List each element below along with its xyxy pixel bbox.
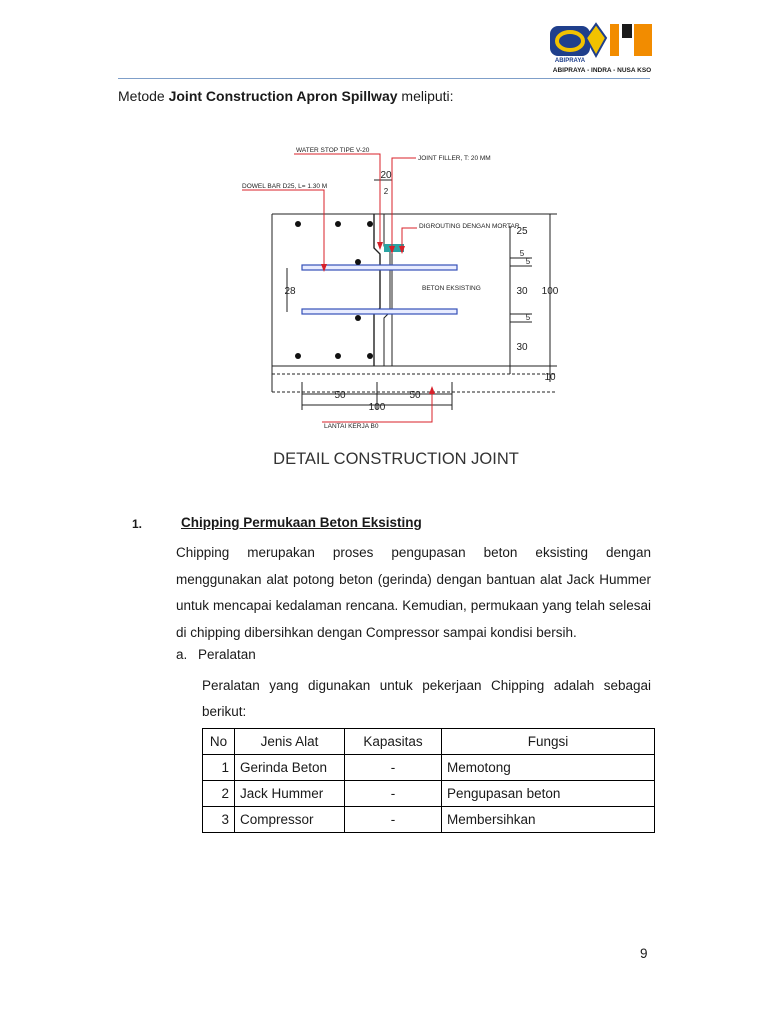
cell-fungsi: Memotong bbox=[442, 755, 655, 781]
cell-kapasitas: - bbox=[345, 807, 442, 833]
rebar-dot bbox=[355, 259, 361, 265]
section-number: 1. bbox=[132, 517, 143, 531]
cell-fungsi: Membersihkan bbox=[442, 807, 655, 833]
callout-grouting bbox=[402, 228, 417, 246]
logo-text: ABIPRAYA bbox=[554, 58, 586, 64]
section-paragraph: Chipping merupakan proses pengupasan beton eksisting dengan menggunakan alat potong beton (gerinda) dengan bantuan alat Jack Hummer untuk mencapai kedalaman rencana. Kemudian, permukaan yang telah selesai di chipping dibersihkan dengan Compressor sampai kondisi bersih. bbox=[176, 545, 651, 640]
rebar-dot bbox=[335, 221, 341, 227]
dim-top-small: 2 bbox=[383, 187, 389, 196]
dim-50b: 50 bbox=[409, 390, 421, 401]
construction-joint-drawing bbox=[232, 142, 572, 472]
cell-no: 3 bbox=[203, 807, 235, 833]
logo-block-shape bbox=[622, 24, 632, 38]
intro-line bbox=[118, 88, 454, 104]
cell-jenis-alat: Jack Hummer bbox=[235, 781, 345, 807]
section-title: Chipping Permukaan Beton Eksisting bbox=[181, 515, 422, 530]
table-row bbox=[203, 807, 655, 833]
intro-suffix: meliputi: bbox=[397, 88, 454, 104]
arrow-head bbox=[429, 386, 435, 394]
dim-100-right: 100 bbox=[541, 286, 559, 297]
equipment-table bbox=[202, 728, 655, 833]
dim-5a: 5 bbox=[519, 249, 525, 258]
cell-kapasitas: - bbox=[345, 781, 442, 807]
logo-bar-shape bbox=[610, 24, 619, 56]
label-water-stop: WATER STOP TIPE V-20 bbox=[296, 147, 370, 154]
cell-jenis-alat: Gerinda Beton bbox=[235, 755, 345, 781]
dim-top: 20 bbox=[380, 170, 392, 181]
cell-kapasitas: - bbox=[345, 755, 442, 781]
intro-bold: Joint Construction Apron Spillway bbox=[168, 88, 398, 104]
subsection-heading bbox=[176, 647, 256, 662]
arrow-head bbox=[377, 242, 383, 250]
rebar-dot bbox=[295, 221, 301, 227]
dim-10: 10 bbox=[544, 372, 556, 383]
dowel-bar-lower bbox=[302, 309, 457, 314]
table-row bbox=[203, 781, 655, 807]
rebar-dot bbox=[355, 315, 361, 321]
dim-100-bottom: 100 bbox=[368, 402, 386, 413]
callout-water-stop bbox=[294, 154, 380, 242]
company-logo bbox=[548, 18, 656, 76]
cell-no: 1 bbox=[203, 755, 235, 781]
callout-joint-filler bbox=[392, 158, 416, 246]
logo-caption: ABIPRAYA - INDRA - NUSA KSO bbox=[552, 67, 652, 74]
intro-prefix: Metode bbox=[118, 88, 169, 104]
header-fungsi: Fungsi bbox=[442, 729, 655, 755]
label-beton-eksisting: BETON EKSISTING bbox=[422, 285, 481, 292]
logo-block2-shape bbox=[634, 24, 652, 56]
table-row bbox=[203, 755, 655, 781]
header-kapasitas: Kapasitas bbox=[345, 729, 442, 755]
dim-5c: 5 bbox=[525, 313, 531, 322]
dim-28: 28 bbox=[284, 286, 296, 297]
callout-dowel-bar bbox=[242, 190, 324, 264]
dim-5b: 5 bbox=[525, 257, 531, 266]
cell-jenis-alat: Compressor bbox=[235, 807, 345, 833]
rebar-dot bbox=[295, 353, 301, 359]
subsection-title: Peralatan bbox=[198, 647, 256, 662]
dim-30b: 30 bbox=[516, 342, 528, 353]
dim-50a: 50 bbox=[334, 390, 346, 401]
header-no: No bbox=[203, 729, 235, 755]
header-divider bbox=[118, 78, 650, 79]
label-lantai-kerja: LANTAI KERJA B0 bbox=[324, 423, 379, 430]
rebar-dot bbox=[335, 353, 341, 359]
subsection-label: a. bbox=[176, 647, 188, 662]
dim-30a: 30 bbox=[516, 286, 528, 297]
label-joint-filler: JOINT FILLER, T: 20 MM bbox=[418, 155, 491, 162]
rebar-dot bbox=[367, 221, 373, 227]
label-grouting: DIGROUTING DENGAN MORTAR bbox=[419, 223, 520, 230]
cell-no: 2 bbox=[203, 781, 235, 807]
joint-left-profile bbox=[374, 214, 380, 366]
header-jenis-alat: Jenis Alat bbox=[235, 729, 345, 755]
label-dowel-bar: DOWEL BAR D25, L= 1.30 M bbox=[242, 183, 328, 190]
subsection-paragraph: Peralatan yang digunakan untuk pekerjaan Chipping adalah sebagai berikut: bbox=[202, 678, 651, 719]
table-header-row bbox=[203, 729, 655, 755]
cell-fungsi: Pengupasan beton bbox=[442, 781, 655, 807]
drawing-title: DETAIL CONSTRUCTION JOINT bbox=[273, 450, 519, 468]
dim-25: 25 bbox=[516, 226, 528, 237]
rebar-dot bbox=[367, 353, 373, 359]
joint-right-profile bbox=[384, 214, 390, 366]
page-number: 9 bbox=[640, 946, 648, 961]
